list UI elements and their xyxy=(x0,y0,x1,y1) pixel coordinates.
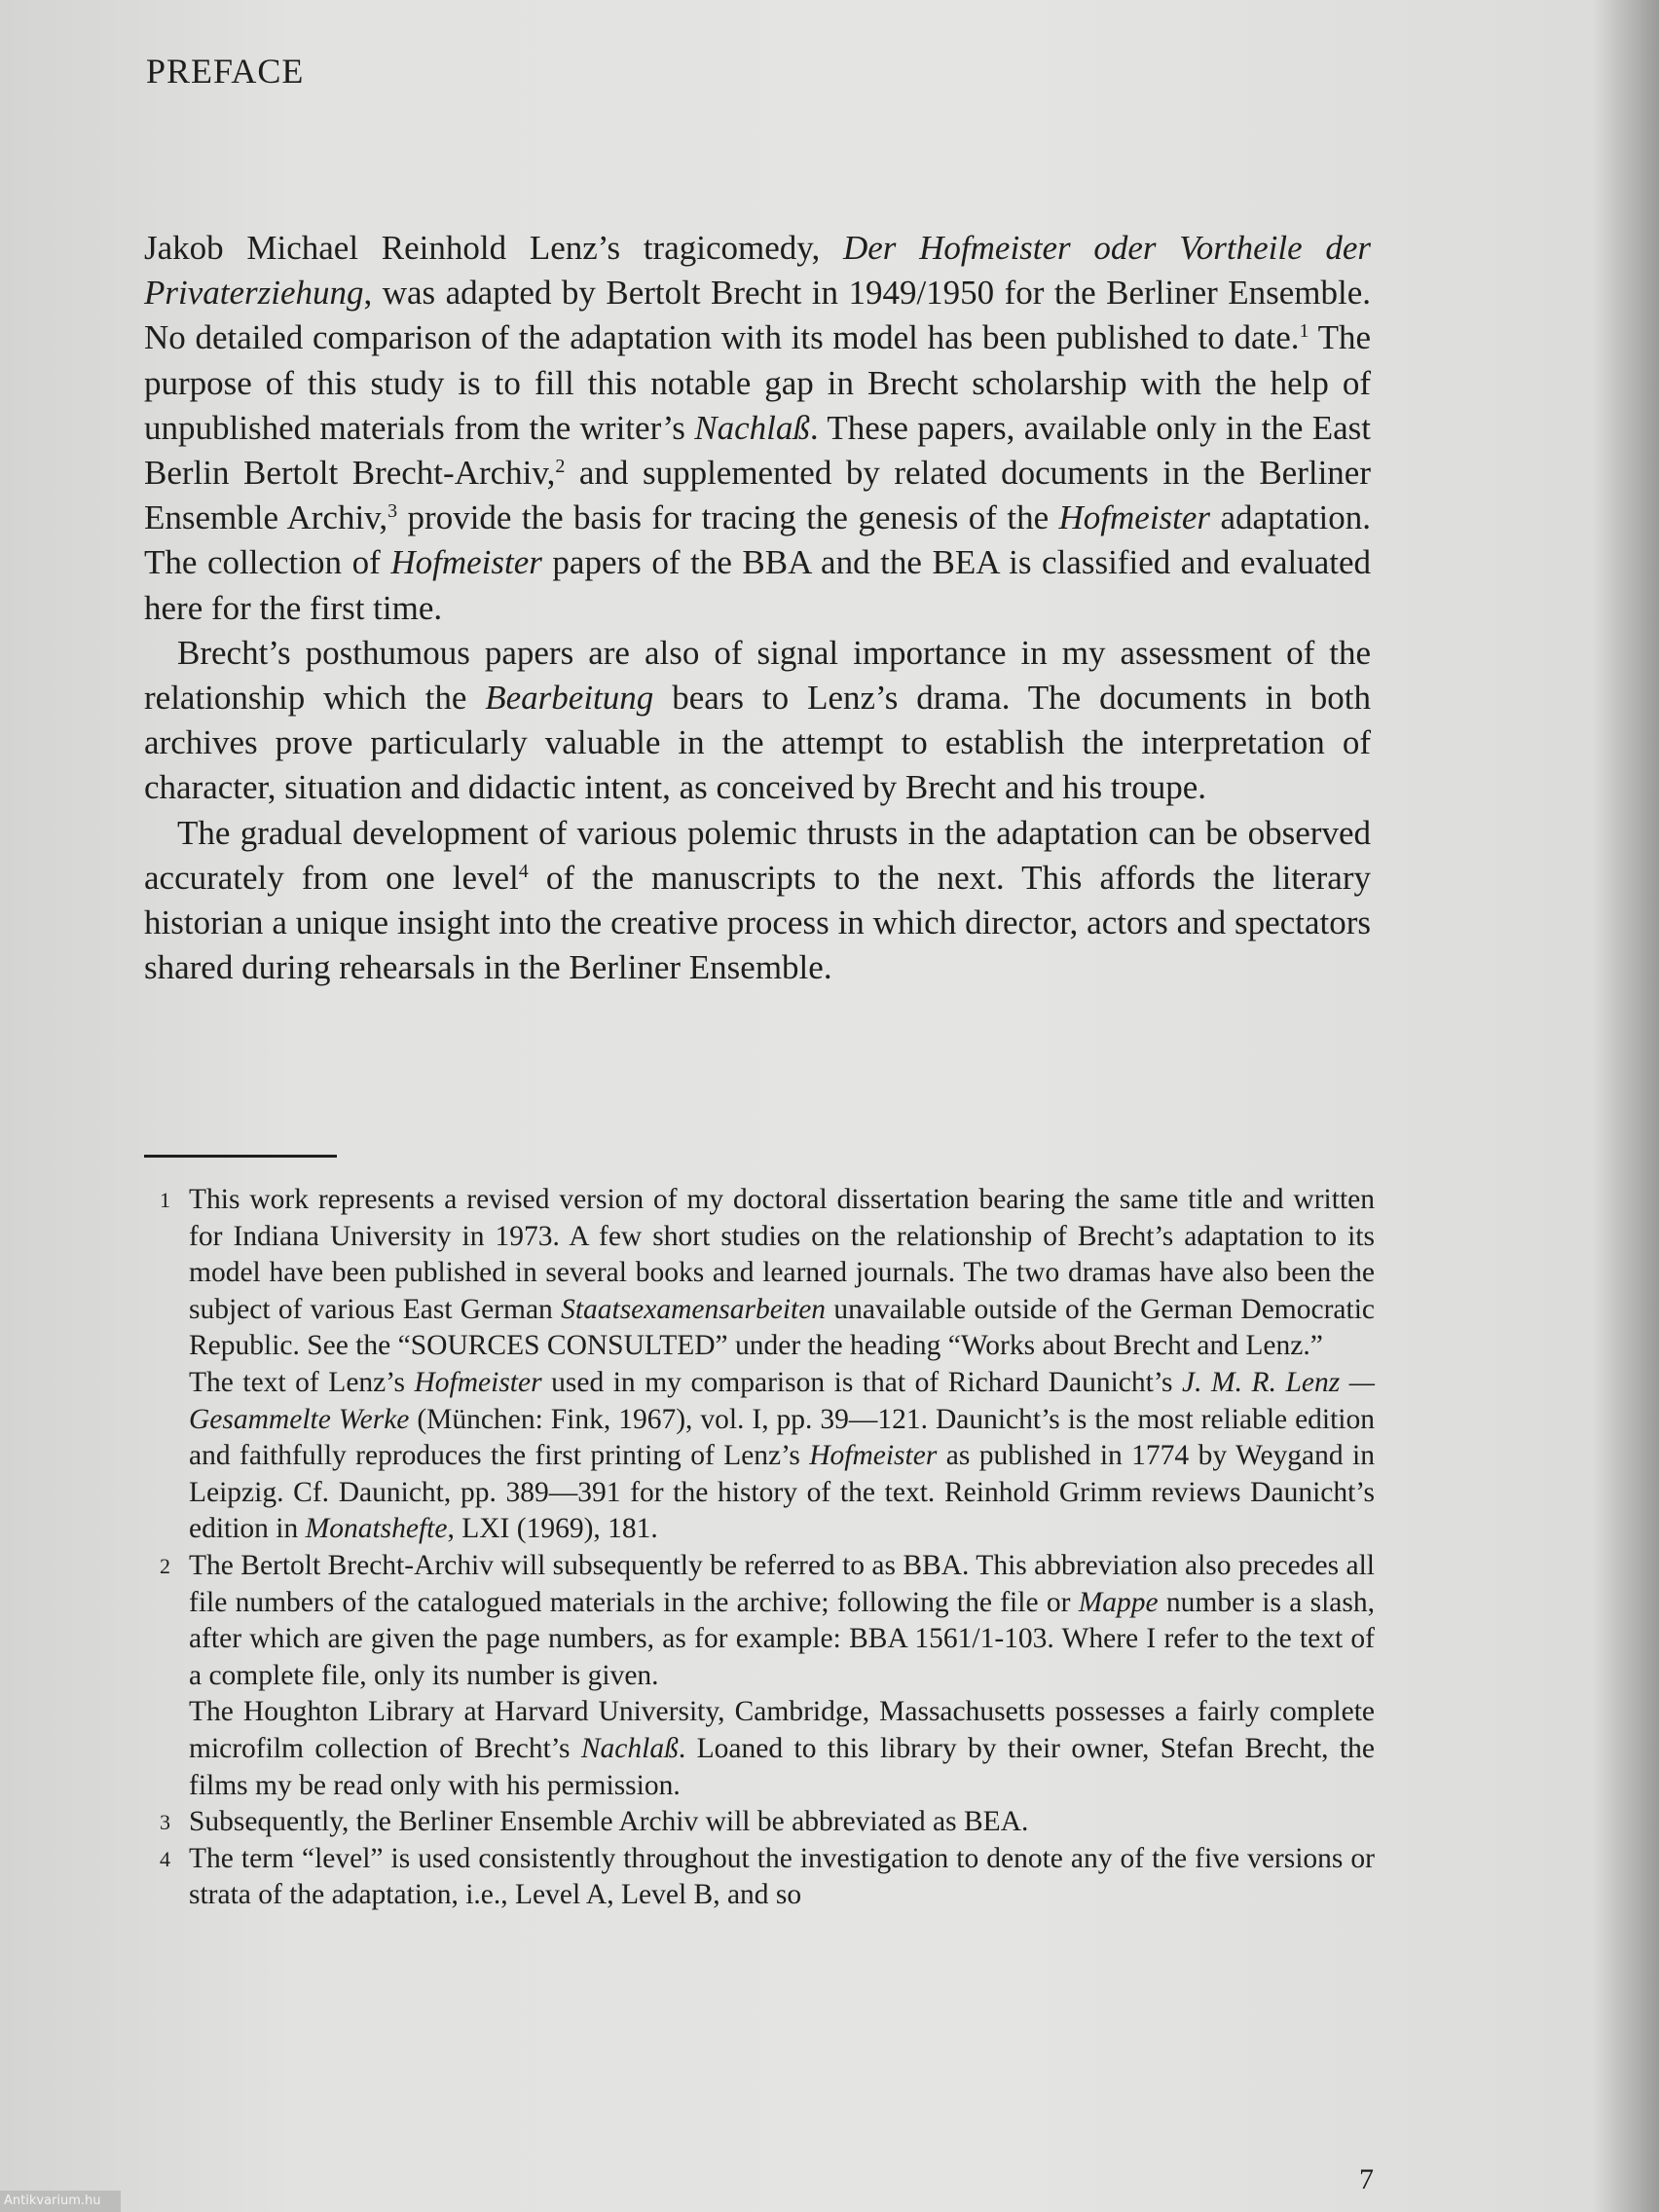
footnote-number: 3 xyxy=(160,1810,170,1835)
page-number: 7 xyxy=(1359,2163,1374,2195)
footnote-ref-2: 2 xyxy=(555,456,566,478)
footnote-number: 2 xyxy=(160,1553,170,1578)
footnote-ref-3: 3 xyxy=(387,500,398,523)
footnote-1-continued: The text of Lenz’s Hofmeister used in my comparison is that of Richard Daunicht’s J. M. R. Lenz — Gesammelte Werke (München: Fink, 1967), vol. I, pp. 39—121. Daunicht’s is the most reliable edition and faithfully reproduces the first printing of Lenz’s Hofmeister as published in 1774 by Weygand in Leipzig. Cf. Daunicht, pp. 389—391 for the history of the text. Reinhold Grimm reviews Daunicht’s edition in Monatshefte, LXI (1969), 181. xyxy=(189,1366,1375,1545)
footnote-2: 2 The Bertolt Brecht-Archiv will subsequently be referred to as BBA. This abbreviation also precedes all file numbers of the catalogued materials in the archive; following the file or Mappe number is a slash, after which are given the page numbers, as for example: BBA 1561/1-103. Where I refer to the text of a complete file, only its number is given. xyxy=(160,1549,1375,1691)
italic-title: Der Hofmeister oder Vortheile der Privaterziehung xyxy=(144,229,1372,313)
footnote-separator xyxy=(144,1155,337,1158)
paragraph-1: Jakob Michael Reinhold Lenz’s tragicomedy, Der Hofmeister oder Vortheile der Privaterziehung, was adapted by Bertolt Brecht in 1949/1950 for the Berliner Ensemble. No detailed comparison of the adaptation with its model has been published to date.$^1$ The purpose of this study is to fill this notable gap in Brecht scholarship with the help of unpublished materials from the writer’s Nachlaß. These papers, available only in the East Berlin Bertolt Brecht-Archiv,$^2$ and supplemented by related documents in the Berliner Ensemble Archiv,$^3$ provide the basis for tracing the genesis of the Hofmeister adaptation. The collection of Hofmeister papers of the BBA and the BEA is classified and evaluated here for the first time. xyxy=(144,229,1372,627)
footnote-ref-4: 4 xyxy=(518,860,529,882)
footnote-number: 4 xyxy=(160,1846,170,1871)
paragraph-2: Brecht’s posthumous papers are also of signal importance in my assessment of the relationship which the Bearbeitung bears to Lenz’s drama. The documents in both archives prove particularly valuable in the attempt to establish the interpretation of character, situation and didactic intent, as conceived by Brecht and his troupe. xyxy=(144,633,1371,807)
footnotes xyxy=(160,1182,1375,1914)
page-heading: PREFACE xyxy=(146,52,305,91)
watermark-logo: Antikvarium.hu xyxy=(0,2191,121,2212)
footnote-3: 3 Subsequently, the Berliner Ensemble Archiv will be abbreviated as BEA. xyxy=(160,1804,1375,1841)
footnote-4: 4 The term “level” is used consistently throughout the investigation to denote any of the five versions or strata of the adaptation, i.e., Level A, Level B, and so xyxy=(160,1842,1375,1911)
footnote-2-continued: The Houghton Library at Harvard University, Cambridge, Massachusetts possesses a fairly complete microfilm collection of Brecht’s Nachlaß. Loaned to this library by their owner, Stefan Brecht, the films my be read only with his permission. xyxy=(189,1696,1376,1801)
footnote-ref-1: 1 xyxy=(1299,320,1309,343)
footnote-number: 1 xyxy=(160,1188,170,1212)
paragraph-3: The gradual development of various polemic thrusts in the adaptation can be observed accurately from one level$^4$ of the manuscripts to the next. This affords the literary historian a unique insight into the creative process in which director, actors and spectators shared during rehearsals in the Berliner Ensemble. xyxy=(144,813,1371,987)
footnote-1: 1 This work represents a revised version of my doctoral dissertation bearing the same title and written for Indiana University in 1973. A few short studies on the relationship of Brecht’s adaptation to its model have been published in several books and learned journals. The two dramas have also been the subject of various East German Staatsexamensarbeiten unavailable outside of the German Democratic Republic. See the “SOURCES CONSULTED” under the heading “Works about Brecht and Lenz.” xyxy=(160,1184,1375,1362)
body-text xyxy=(144,226,1371,990)
